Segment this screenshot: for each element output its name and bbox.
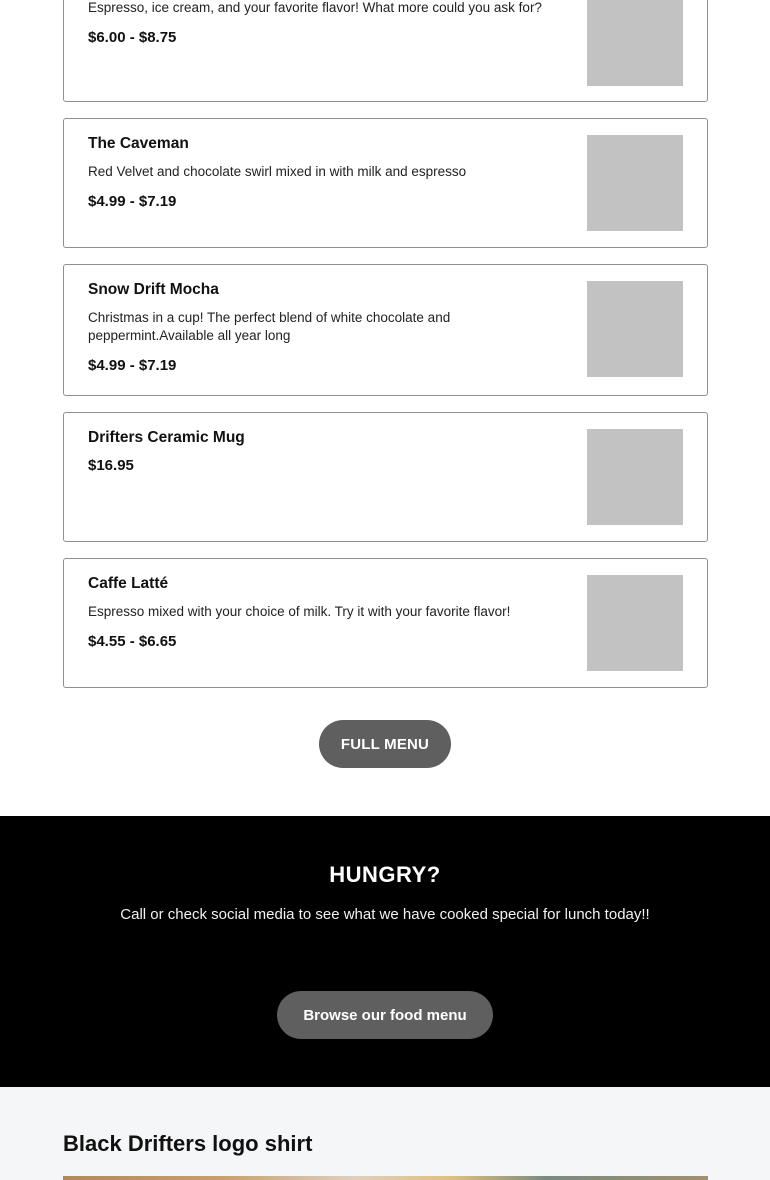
menu-item-body <box>88 0 558 47</box>
menu-item-image <box>587 135 683 231</box>
menu-item-image <box>587 0 683 86</box>
menu-item-image <box>587 281 683 377</box>
menu-item-body <box>88 427 558 475</box>
menu-item-description: Christmas in a cup! The perfect blend of white chocolate and peppermint.Available all year long <box>88 310 451 343</box>
hungry-title: HUNGRY? <box>329 862 441 887</box>
menu-item-name: The Caveman <box>88 135 189 152</box>
hungry-text: Call or check social media to see what we have cooked special for lunch today!! <box>120 906 650 923</box>
menu-item-card[interactable] <box>63 0 708 102</box>
menu-item-body <box>88 279 558 375</box>
menu-item-price: $4.99 - $7.19 <box>88 357 177 374</box>
menu-item-list <box>63 0 708 704</box>
browse-food-menu-button[interactable]: Browse our food menu <box>277 991 493 1039</box>
menu-item-price: $6.00 - $8.75 <box>88 29 177 46</box>
menu-item-card[interactable] <box>63 558 708 688</box>
menu-item-body <box>88 133 558 211</box>
menu-item-card[interactable] <box>63 118 708 248</box>
full-menu-button[interactable]: FULL MENU <box>319 720 451 768</box>
menu-item-card[interactable] <box>63 264 708 396</box>
menu-item-description: Espresso, ice cream, and your favorite flavor! What more could you ask for? <box>88 0 542 15</box>
menu-item-price: $16.95 <box>88 457 134 474</box>
menu-item-price: $4.99 - $7.19 <box>88 193 177 210</box>
menu-item-description: Espresso mixed with your choice of milk. Try it with your favorite flavor! <box>88 604 511 619</box>
shop-section <box>0 1087 770 1180</box>
menu-item-body <box>88 573 558 651</box>
menu-item-image <box>587 575 683 671</box>
menu-item-image <box>587 429 683 525</box>
shop-product-image[interactable] <box>63 1176 708 1180</box>
menu-item-name: Drifters Ceramic Mug <box>88 429 245 446</box>
hungry-section <box>0 816 770 1087</box>
menu-item-card[interactable] <box>63 412 708 542</box>
menu-item-name: Snow Drift Mocha <box>88 281 219 298</box>
shop-product-title[interactable]: Black Drifters logo shirt <box>63 1131 313 1156</box>
menu-item-name: Caffe Latté <box>88 575 169 592</box>
menu-item-description: Red Velvet and chocolate swirl mixed in with milk and espresso <box>88 164 467 179</box>
menu-item-price: $4.55 - $6.65 <box>88 633 177 650</box>
